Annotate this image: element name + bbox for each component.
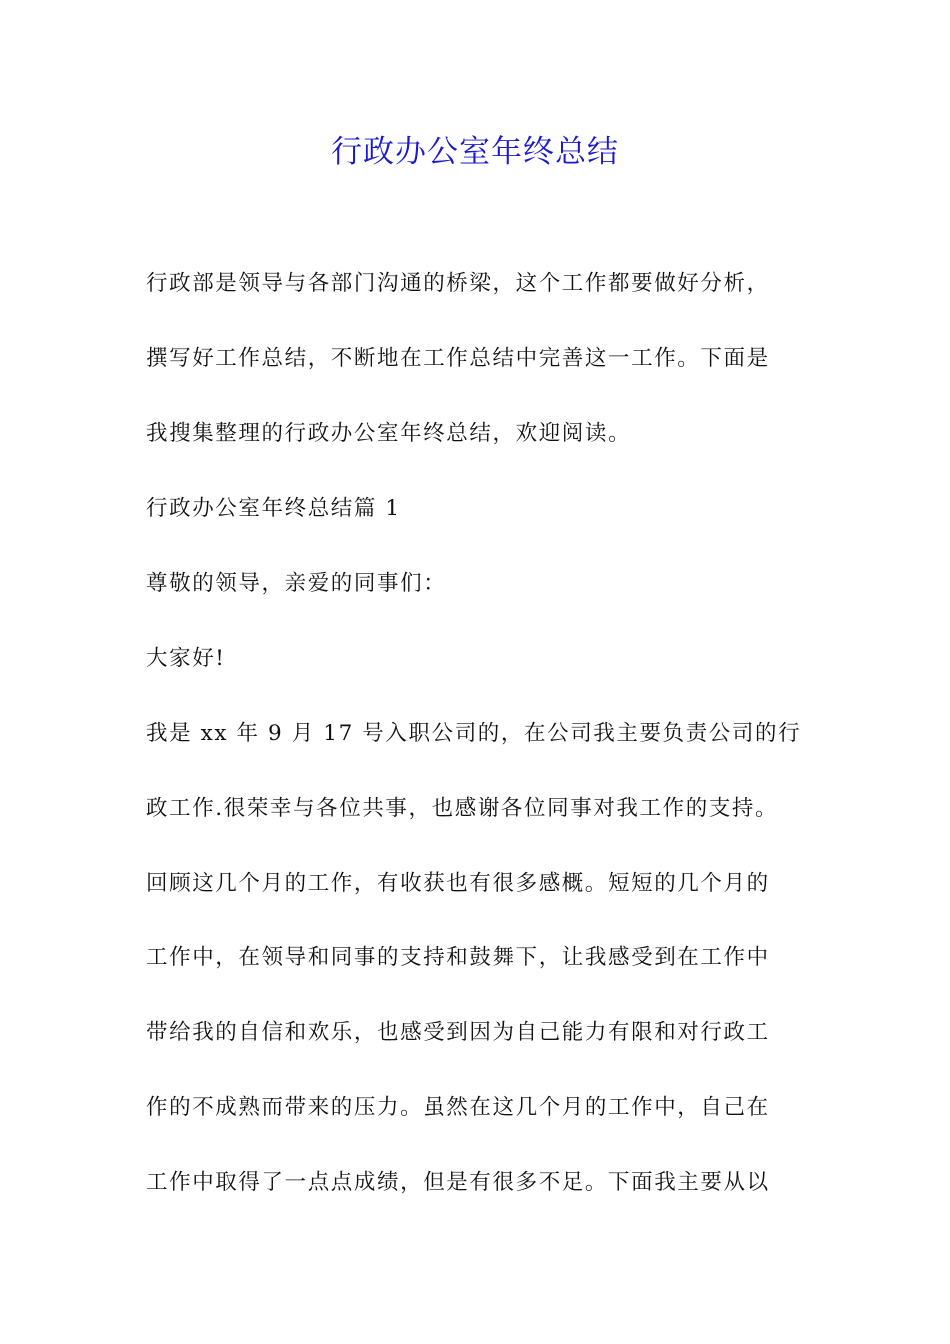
body-line: 工作中，在领导和同事的支持和鼓舞下，让我感受到在工作中 bbox=[146, 945, 770, 970]
body-line: 行政部是领导与各部门沟通的桥梁，这个工作都要做好分析， bbox=[146, 271, 770, 296]
document-title: 行政办公室年终总结 bbox=[331, 134, 619, 170]
body-line: 作的不成熟而带来的压力。虽然在这几个月的工作中，自己在 bbox=[146, 1095, 770, 1120]
body-line: 工作中取得了一点点成绩，但是有很多不足。下面我主要从以 bbox=[146, 1170, 770, 1195]
section-heading: 行政办公室年终总结篇 1 bbox=[146, 496, 401, 521]
body-line: 我是 xx 年 9 月 17 号入职公司的，在公司我主要负责公司的行 bbox=[146, 721, 802, 746]
greeting: 大家好! bbox=[146, 646, 226, 671]
salutation: 尊敬的领导，亲爱的同事们： bbox=[146, 571, 447, 596]
body-line: 带给我的自信和欢乐，也感受到因为自己能力有限和对行政工 bbox=[146, 1020, 770, 1045]
body-line: 回顾这几个月的工作，有收获也有很多感概。短短的几个月的 bbox=[146, 871, 770, 896]
body-line: 我搜集整理的行政办公室年终总结，欢迎阅读。 bbox=[146, 421, 632, 446]
body-line: 撰写好工作总结，不断地在工作总结中完善这一工作。下面是 bbox=[146, 346, 770, 371]
body-line: 政工作.很荣幸与各位共事，也感谢各位同事对我工作的支持。 bbox=[146, 796, 779, 821]
